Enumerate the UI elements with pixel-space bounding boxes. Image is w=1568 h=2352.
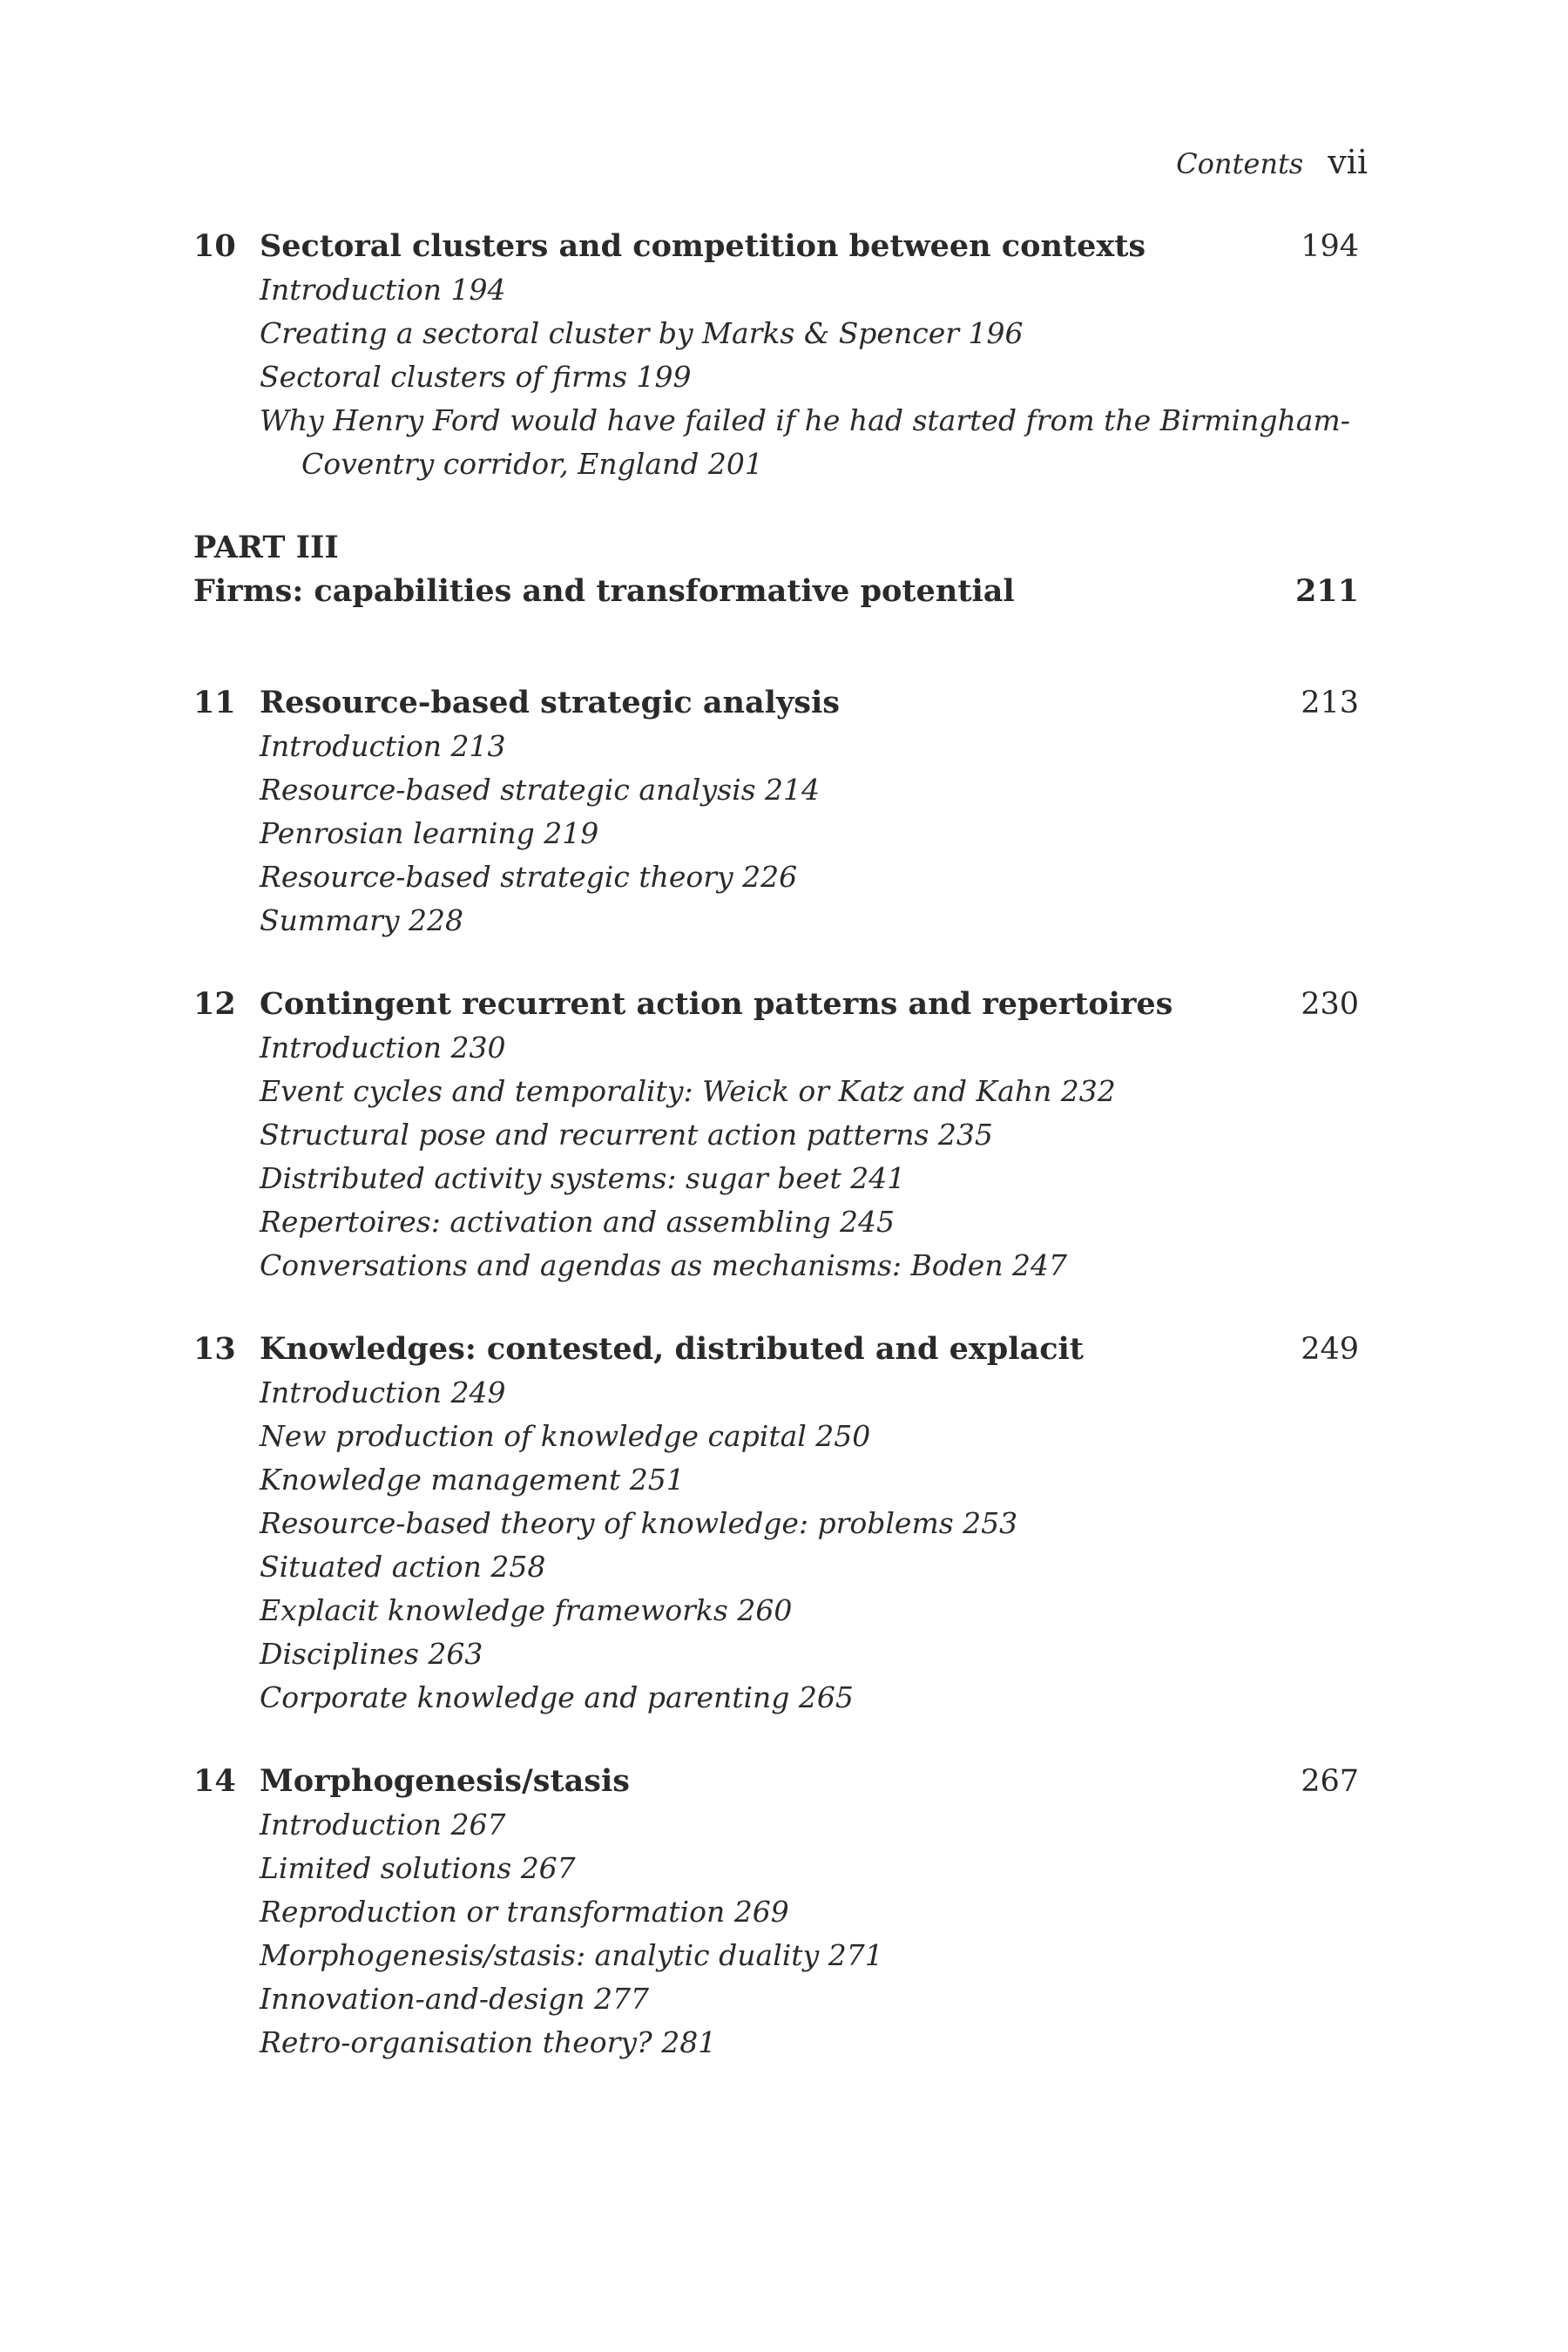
chapter-title: Resource-based strategic analysis (260, 685, 841, 720)
chapter-page: 213 (1301, 686, 1359, 720)
section-entry: Introduction 213 (260, 729, 506, 763)
section-entry: Event cycles and temporality: Weick or Katz and Kahn 232 (260, 1074, 1116, 1108)
chapter-number: 13 (193, 1331, 236, 1367)
part-title-line (193, 570, 1359, 613)
section-entry: Situated action 258 (260, 1550, 546, 1584)
chapter-number: 11 (193, 685, 236, 720)
section-entry: Corporate knowledge and parenting 265 (260, 1680, 854, 1714)
chapters-after-part (193, 681, 1359, 2065)
part-title: Firms: capabilities and transformative potential (193, 573, 1015, 609)
table-of-contents (193, 225, 1359, 2105)
chapter-entry (193, 1760, 1359, 2065)
chapter-page: 267 (1301, 1764, 1359, 1799)
section-entry: Penrosian learning 219 (260, 816, 599, 850)
part-page: 211 (1294, 573, 1359, 609)
section-entry: Structural pose and recurrent action patterns 235 (260, 1118, 993, 1152)
section-entry: Introduction 230 (260, 1031, 506, 1064)
section-entry: Introduction 249 (260, 1375, 506, 1409)
part-label: PART III (193, 530, 339, 565)
section-entry: Resource-based theory of knowledge: problems 253 (260, 1506, 1018, 1540)
section-entry: Resource-based strategic analysis 214 (260, 773, 821, 807)
section-entry: Distributed activity systems: sugar beet 241 (260, 1161, 906, 1195)
chapter-number: 10 (193, 228, 236, 264)
chapter-heading (193, 681, 1359, 725)
chapter-number: 14 (193, 1763, 236, 1799)
chapter-title: Morphogenesis/stasis (260, 1763, 630, 1799)
section-entry: Sectoral clusters of firms 199 (260, 360, 692, 394)
chapter-title: Contingent recurrent action patterns and repertoires (260, 986, 1173, 1022)
section-list (193, 1803, 1359, 2065)
chapter-heading (193, 1328, 1359, 1371)
section-entry: Conversations and agendas as mechanisms: Boden 247 (260, 1248, 1068, 1282)
section-list (193, 725, 1359, 943)
section-entry: Resource-based strategic theory 226 (260, 860, 798, 894)
chapters-before-part (193, 225, 1359, 486)
running-head-title: Contents (1176, 147, 1304, 180)
section-entry: Reproduction or transformation 269 (260, 1895, 789, 1929)
page-number: vii (1328, 143, 1368, 181)
chapter-heading (193, 225, 1359, 268)
section-entry: Introduction 267 (260, 1808, 506, 1842)
chapter-number: 12 (193, 986, 236, 1022)
section-entry: Explacit knowledge frameworks 260 (260, 1593, 793, 1627)
section-entry: Disciplines 263 (260, 1637, 483, 1671)
section-entry: Retro-organisation theory? 281 (260, 2025, 717, 2059)
part-heading (193, 526, 1359, 613)
section-entry: Summary 228 (260, 903, 464, 937)
chapter-page: 230 (1301, 987, 1359, 1022)
section-entry: Knowledge management 251 (260, 1463, 685, 1497)
section-entry: Creating a sectoral cluster by Marks & Spencer 196 (260, 316, 1024, 350)
chapter-heading (193, 983, 1359, 1026)
section-entry: Morphogenesis/stasis: analytic duality 271 (260, 1938, 883, 1972)
section-entry: New production of knowledge capital 250 (260, 1419, 871, 1453)
running-head (1176, 143, 1368, 181)
chapter-page: 194 (1301, 229, 1359, 264)
chapter-entry (193, 681, 1359, 943)
section-list (193, 1026, 1359, 1288)
section-entry: Innovation-and-design 277 (260, 1982, 650, 2016)
chapter-entry (193, 225, 1359, 486)
chapter-title: Knowledges: contested, distributed and explacit (260, 1331, 1084, 1367)
chapter-page: 249 (1301, 1332, 1359, 1367)
chapter-heading (193, 1760, 1359, 1803)
section-entry: Introduction 194 (260, 273, 506, 307)
section-entry: Limited solutions 267 (260, 1851, 576, 1885)
section-list (193, 1371, 1359, 1720)
chapter-entry (193, 983, 1359, 1288)
chapter-title: Sectoral clusters and competition between contexts (260, 228, 1146, 264)
chapter-entry (193, 1328, 1359, 1720)
section-entry: Repertoires: activation and assembling 245 (260, 1205, 896, 1239)
section-list (193, 268, 1359, 486)
section-entry: Why Henry Ford would have failed if he had started from the Birmingham-Coventry corridor, England 201 (260, 403, 1350, 481)
